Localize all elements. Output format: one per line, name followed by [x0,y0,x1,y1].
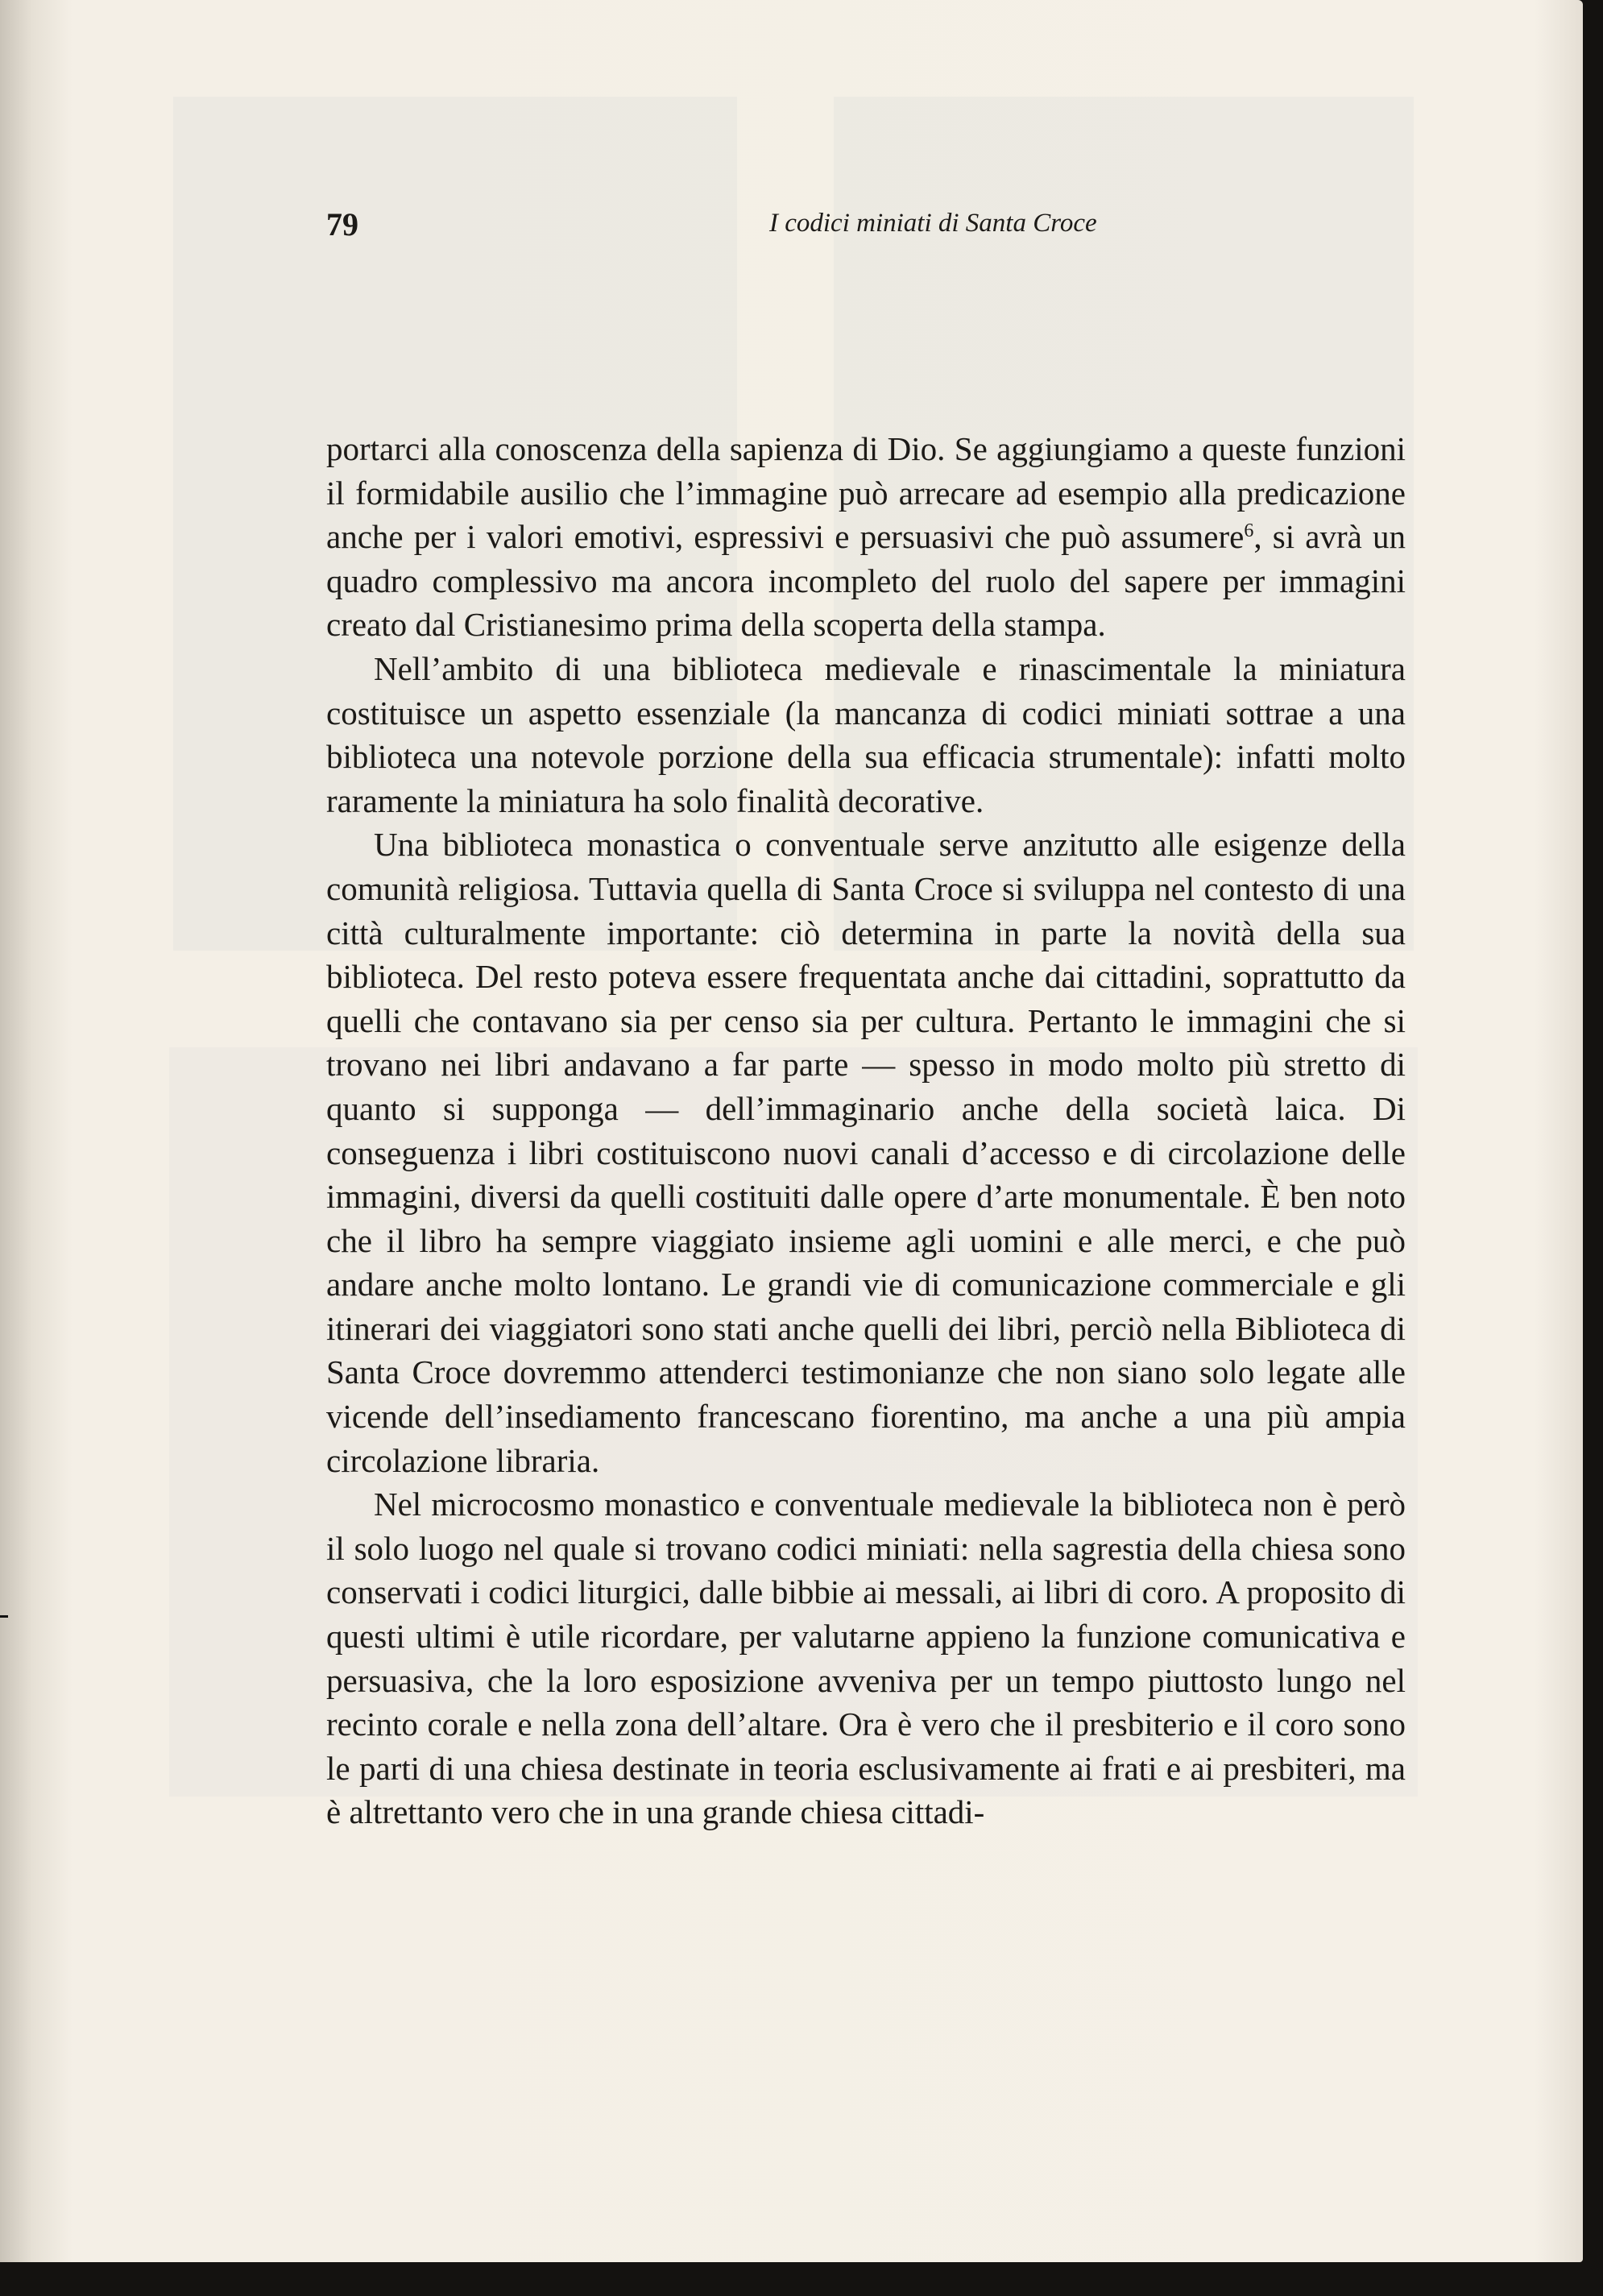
page-number: 79 [326,206,358,242]
margin-mark [0,1615,8,1618]
footnote-ref[interactable]: 6 [1244,520,1254,542]
paragraph: Nell’ambito di una biblioteca medievale e rinascimentale la miniatura costituisce un aspetto essenziale (la mancanza di codici miniati sottrae a una biblioteca una notevole porzione della sua efficacia strumentale): infatti molto raramente la miniatura ha solo finalità decorative. [326,649,1406,819]
body-text [326,427,1406,1834]
running-title: I codici miniati di Santa Croce [769,209,1097,238]
paragraph-text: portarci alla conoscenza della sapienza di Dio. Se aggiungiamo a queste funzioni il formidabile ausilio che l’immagine può arrecare ad esempio alla predicazione anche per i valori emotivi, espressivi e persuasivi che può assumere [326,430,1406,556]
paragraph: Una biblioteca monastica o conventuale serve anzitutto alle esigenze della comunità religiosa. Tuttavia quella di Santa Croce si sviluppa nel contesto di una città culturalmente importante: ciò determina in parte la novità della sua biblioteca. Del resto poteva essere frequentata anche dai cittadini, soprattutto da quelli che contavano sia per censo sia per cultura. Pertanto le immagini che si trovano nei libri andavano a far parte — spesso in modo molto più stretto di quanto si supponga — dell’immaginario anche della società laica. Di conseguenza i libri costituiscono nuovi canali d’accesso e di circolazione delle immagini, diversi da quelli costituiti dalle opere d’arte monumentale. È ben noto che il libro ha sempre viaggiato insieme agli uomini e alle merci, e che può andare anche molto lontano. Le grandi vie di comunicazione commerciale e gli itinerari dei viaggiatori sono stati anche quelli dei libri, perciò nella Biblioteca di Santa Croce dovremmo attenderci testimonianze che non siano solo legate alle vicende dell’insediamento francescano fiorentino, ma anche a una più ampia circolazione libraria. [326,826,1406,1479]
paragraph: Nel microcosmo monastico e conventuale medievale la biblioteca non è però il solo luogo nel quale si trovano codici miniati: nella sagrestia della chiesa sono conservati i codici liturgici, dalle bibbie ai messali, ai libri di coro. A proposito di questi ultimi è utile ricordare, per valutarne appieno la funzione comunicativa e persuasiva, che la loro esposizione avveniva per un tempo piuttosto lungo nel recinto corale e nella zona dell’altare. Ora è vero che il presbiterio e il coro sono le parti di una chiesa destinate in teoria esclusivamente ai frati e ai presbiteri, ma è altrettanto vero che in una grande chiesa cittadi- [326,1486,1406,1831]
page-header [326,205,1140,254]
paragraph [326,427,1406,647]
paragraph-text: , si avrà un quadro complessivo ma ancora incompleto del ruolo del sapere per immagini creato dal Cristianesimo prima della scoperta della stampa. [326,518,1406,644]
